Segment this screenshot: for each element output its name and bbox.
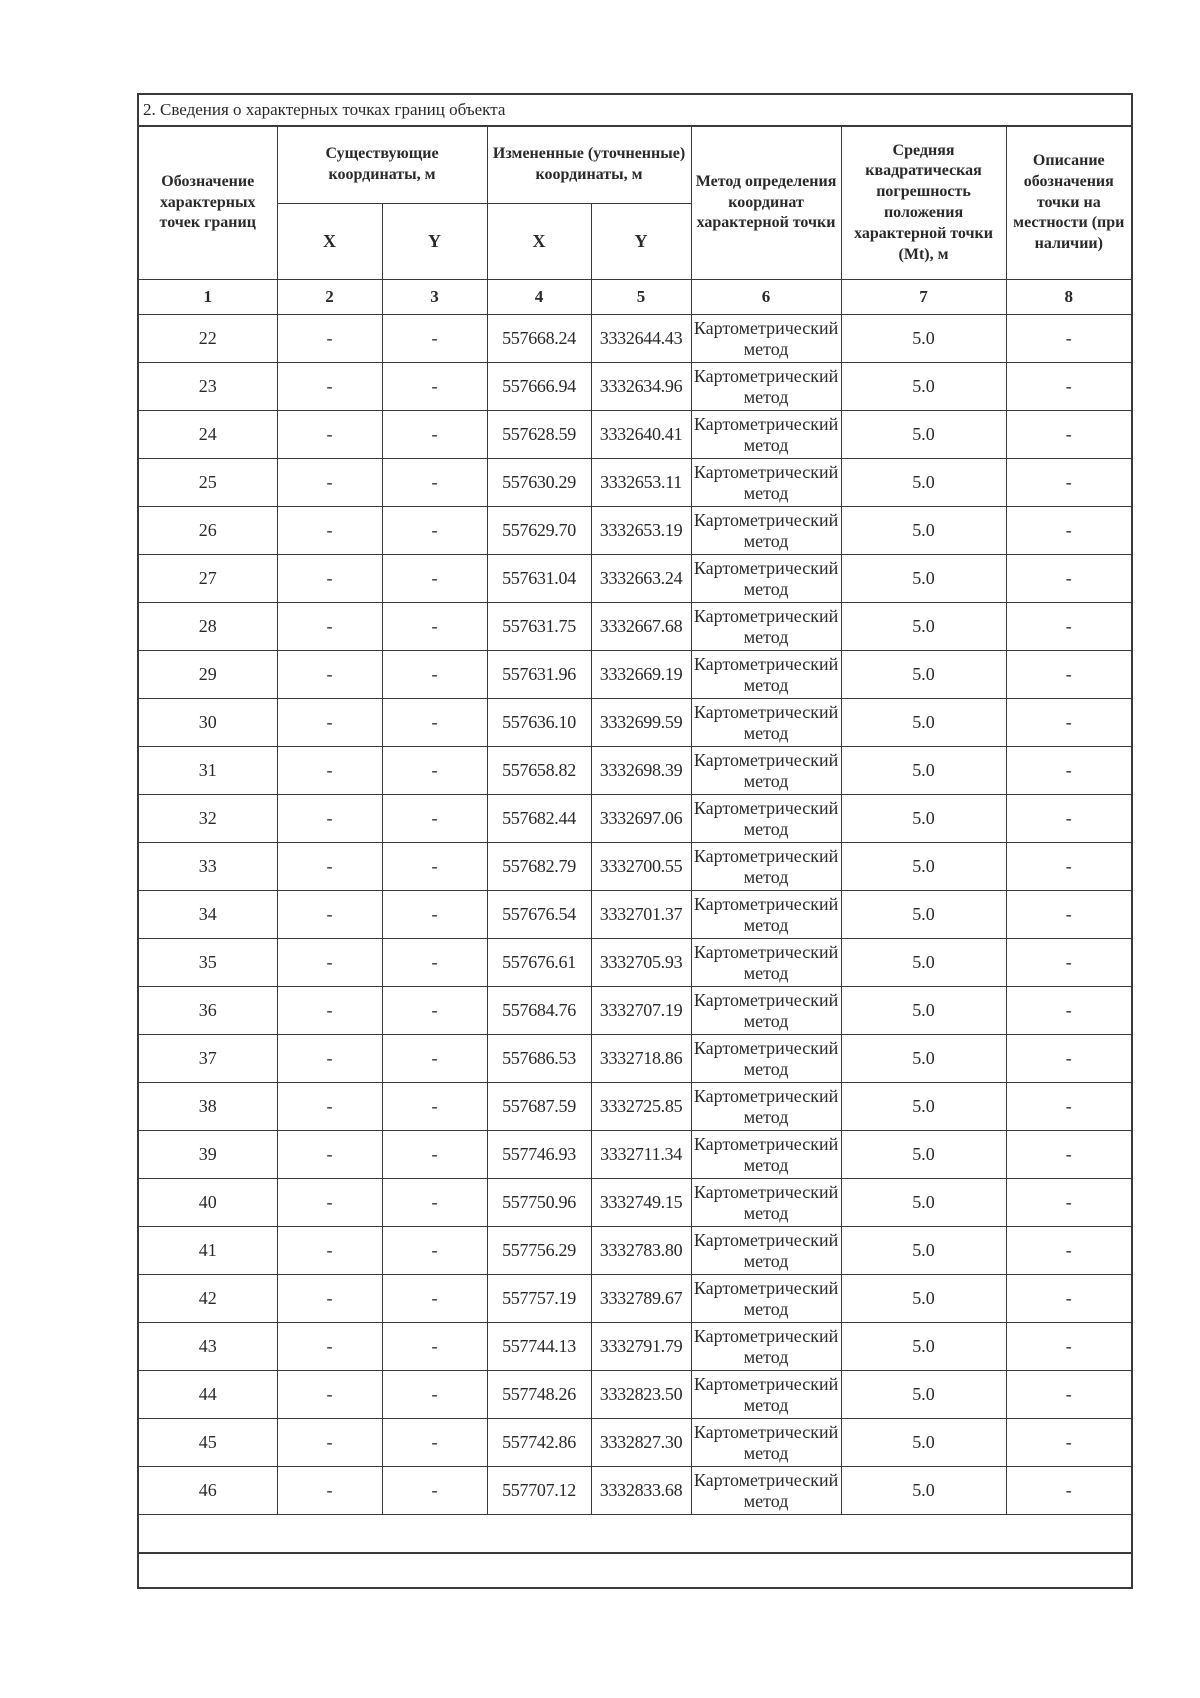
- cell-x: 557742.86: [487, 1419, 591, 1467]
- cell-existing-x: -: [277, 555, 382, 603]
- cell-mean-error: 5.0: [841, 1179, 1006, 1227]
- cell-description: -: [1006, 699, 1131, 747]
- cell-mean-error: 5.0: [841, 795, 1006, 843]
- cell-existing-x: -: [277, 1131, 382, 1179]
- cell-method: Картометрический метод: [691, 651, 841, 699]
- cell-x: 557628.59: [487, 411, 591, 459]
- cell-existing-y: -: [382, 795, 487, 843]
- cell-method: Картометрический метод: [691, 1131, 841, 1179]
- cell-existing-y: -: [382, 699, 487, 747]
- table-footer-row: [139, 1552, 1131, 1587]
- column-number: 2: [277, 280, 382, 315]
- cell-x: 557750.96: [487, 1179, 591, 1227]
- cell-mean-error: 5.0: [841, 939, 1006, 987]
- boundary-points-table: [139, 127, 1131, 1515]
- cell-y: 3332718.86: [591, 1035, 691, 1083]
- header-changed-coords: Измененные (уточненные) координаты, м: [487, 127, 691, 204]
- cell-mean-error: 5.0: [841, 459, 1006, 507]
- cell-y: 3332833.68: [591, 1467, 691, 1515]
- cell-mean-error: 5.0: [841, 603, 1006, 651]
- cell-y: 3332663.24: [591, 555, 691, 603]
- cell-method: Картометрический метод: [691, 507, 841, 555]
- cell-existing-y: -: [382, 1083, 487, 1131]
- cell-method: Картометрический метод: [691, 939, 841, 987]
- cell-point: 30: [139, 699, 277, 747]
- cell-existing-y: -: [382, 1035, 487, 1083]
- cell-x: 557686.53: [487, 1035, 591, 1083]
- table-row: [139, 411, 1131, 459]
- cell-y: 3332698.39: [591, 747, 691, 795]
- cell-point: 39: [139, 1131, 277, 1179]
- cell-description: -: [1006, 1179, 1131, 1227]
- cell-method: Картометрический метод: [691, 843, 841, 891]
- cell-existing-y: -: [382, 507, 487, 555]
- cell-existing-x: -: [277, 1323, 382, 1371]
- cell-mean-error: 5.0: [841, 1467, 1006, 1515]
- cell-existing-x: -: [277, 1275, 382, 1323]
- cell-mean-error: 5.0: [841, 507, 1006, 555]
- header-description: Описание обозначения точки на местности (при наличии): [1006, 127, 1131, 280]
- cell-point: 34: [139, 891, 277, 939]
- cell-existing-x: -: [277, 363, 382, 411]
- header-existing-y: Y: [382, 204, 487, 280]
- cell-point: 37: [139, 1035, 277, 1083]
- table-row: [139, 603, 1131, 651]
- table-row: [139, 1131, 1131, 1179]
- cell-point: 24: [139, 411, 277, 459]
- header-mean-error: Средняя квадратическая погрешность положения характерной точки (Mt), м: [841, 127, 1006, 280]
- cell-existing-x: -: [277, 411, 382, 459]
- column-number: 7: [841, 280, 1006, 315]
- table-row: [139, 1275, 1131, 1323]
- cell-point: 27: [139, 555, 277, 603]
- cell-mean-error: 5.0: [841, 1083, 1006, 1131]
- header-designation: Обозначение характерных точек границ: [139, 127, 277, 280]
- cell-method: Картометрический метод: [691, 795, 841, 843]
- cell-method: Картометрический метод: [691, 891, 841, 939]
- table-row: [139, 1083, 1131, 1131]
- cell-method: Картометрический метод: [691, 987, 841, 1035]
- cell-existing-y: -: [382, 603, 487, 651]
- cell-y: 3332789.67: [591, 1275, 691, 1323]
- cell-y: 3332827.30: [591, 1419, 691, 1467]
- cell-y: 3332701.37: [591, 891, 691, 939]
- cell-y: 3332749.15: [591, 1179, 691, 1227]
- document-sheet: [137, 93, 1133, 1589]
- cell-x: 557631.04: [487, 555, 591, 603]
- cell-existing-y: -: [382, 651, 487, 699]
- cell-description: -: [1006, 315, 1131, 363]
- cell-method: Картометрический метод: [691, 1371, 841, 1419]
- cell-method: Картометрический метод: [691, 363, 841, 411]
- column-number: 3: [382, 280, 487, 315]
- cell-existing-x: -: [277, 507, 382, 555]
- cell-description: -: [1006, 411, 1131, 459]
- cell-existing-y: -: [382, 939, 487, 987]
- cell-mean-error: 5.0: [841, 699, 1006, 747]
- cell-method: Картометрический метод: [691, 459, 841, 507]
- cell-description: -: [1006, 603, 1131, 651]
- cell-point: 35: [139, 939, 277, 987]
- cell-y: 3332697.06: [591, 795, 691, 843]
- cell-x: 557756.29: [487, 1227, 591, 1275]
- cell-x: 557631.96: [487, 651, 591, 699]
- table-row: [139, 1371, 1131, 1419]
- cell-x: 557636.10: [487, 699, 591, 747]
- cell-x: 557676.61: [487, 939, 591, 987]
- table-row: [139, 939, 1131, 987]
- cell-description: -: [1006, 1131, 1131, 1179]
- cell-method: Картометрический метод: [691, 1467, 841, 1515]
- cell-method: Картометрический метод: [691, 1179, 841, 1227]
- cell-mean-error: 5.0: [841, 651, 1006, 699]
- cell-existing-y: -: [382, 891, 487, 939]
- header-existing-x: X: [277, 204, 382, 280]
- cell-existing-x: -: [277, 795, 382, 843]
- cell-mean-error: 5.0: [841, 411, 1006, 459]
- cell-mean-error: 5.0: [841, 1275, 1006, 1323]
- cell-description: -: [1006, 939, 1131, 987]
- cell-existing-y: -: [382, 1323, 487, 1371]
- cell-y: 3332707.19: [591, 987, 691, 1035]
- cell-x: 557682.79: [487, 843, 591, 891]
- cell-description: -: [1006, 891, 1131, 939]
- cell-description: -: [1006, 1323, 1131, 1371]
- cell-y: 3332725.85: [591, 1083, 691, 1131]
- cell-x: 557676.54: [487, 891, 591, 939]
- cell-method: Картометрический метод: [691, 1083, 841, 1131]
- header-method: Метод определения координат характерной точки: [691, 127, 841, 280]
- cell-point: 33: [139, 843, 277, 891]
- cell-mean-error: 5.0: [841, 1131, 1006, 1179]
- cell-y: 3332700.55: [591, 843, 691, 891]
- cell-existing-x: -: [277, 1371, 382, 1419]
- cell-existing-x: -: [277, 699, 382, 747]
- cell-description: -: [1006, 363, 1131, 411]
- table-row: [139, 507, 1131, 555]
- cell-y: 3332653.11: [591, 459, 691, 507]
- cell-method: Картометрический метод: [691, 315, 841, 363]
- cell-point: 36: [139, 987, 277, 1035]
- cell-mean-error: 5.0: [841, 1227, 1006, 1275]
- cell-description: -: [1006, 1035, 1131, 1083]
- cell-description: -: [1006, 987, 1131, 1035]
- cell-existing-y: -: [382, 1227, 487, 1275]
- header-row-1: [139, 127, 1131, 204]
- cell-existing-y: -: [382, 315, 487, 363]
- table-row: [139, 555, 1131, 603]
- cell-existing-y: -: [382, 1419, 487, 1467]
- cell-mean-error: 5.0: [841, 1323, 1006, 1371]
- cell-x: 557631.75: [487, 603, 591, 651]
- cell-x: 557757.19: [487, 1275, 591, 1323]
- cell-existing-x: -: [277, 1467, 382, 1515]
- cell-mean-error: 5.0: [841, 987, 1006, 1035]
- cell-existing-x: -: [277, 1227, 382, 1275]
- cell-mean-error: 5.0: [841, 1419, 1006, 1467]
- cell-existing-y: -: [382, 1467, 487, 1515]
- cell-point: 29: [139, 651, 277, 699]
- cell-point: 41: [139, 1227, 277, 1275]
- header-changed-x: X: [487, 204, 591, 280]
- cell-method: Картометрический метод: [691, 1419, 841, 1467]
- table-row: [139, 651, 1131, 699]
- cell-y: 3332667.68: [591, 603, 691, 651]
- cell-mean-error: 5.0: [841, 1035, 1006, 1083]
- cell-x: 557658.82: [487, 747, 591, 795]
- cell-point: 32: [139, 795, 277, 843]
- cell-point: 38: [139, 1083, 277, 1131]
- cell-description: -: [1006, 795, 1131, 843]
- cell-method: Картометрический метод: [691, 747, 841, 795]
- cell-mean-error: 5.0: [841, 891, 1006, 939]
- cell-existing-x: -: [277, 747, 382, 795]
- cell-mean-error: 5.0: [841, 363, 1006, 411]
- cell-existing-x: -: [277, 987, 382, 1035]
- column-number: 1: [139, 280, 277, 315]
- column-number: 5: [591, 280, 691, 315]
- cell-y: 3332644.43: [591, 315, 691, 363]
- column-number-row: [139, 280, 1131, 315]
- cell-y: 3332705.93: [591, 939, 691, 987]
- cell-existing-x: -: [277, 1419, 382, 1467]
- table-row: [139, 315, 1131, 363]
- table-row: [139, 1419, 1131, 1467]
- cell-point: 46: [139, 1467, 277, 1515]
- cell-point: 42: [139, 1275, 277, 1323]
- cell-existing-x: -: [277, 1083, 382, 1131]
- cell-method: Картометрический метод: [691, 1275, 841, 1323]
- cell-description: -: [1006, 555, 1131, 603]
- cell-method: Картометрический метод: [691, 1323, 841, 1371]
- cell-method: Картометрический метод: [691, 699, 841, 747]
- cell-x: 557746.93: [487, 1131, 591, 1179]
- cell-description: -: [1006, 1467, 1131, 1515]
- cell-y: 3332791.79: [591, 1323, 691, 1371]
- cell-existing-y: -: [382, 1131, 487, 1179]
- cell-existing-x: -: [277, 1035, 382, 1083]
- cell-x: 557630.29: [487, 459, 591, 507]
- cell-y: 3332634.96: [591, 363, 691, 411]
- cell-point: 23: [139, 363, 277, 411]
- cell-existing-x: -: [277, 891, 382, 939]
- cell-point: 43: [139, 1323, 277, 1371]
- column-number: 8: [1006, 280, 1131, 315]
- cell-existing-y: -: [382, 843, 487, 891]
- table-row: [139, 843, 1131, 891]
- cell-description: -: [1006, 1275, 1131, 1323]
- cell-description: -: [1006, 1371, 1131, 1419]
- cell-description: -: [1006, 1419, 1131, 1467]
- cell-mean-error: 5.0: [841, 555, 1006, 603]
- cell-y: 3332653.19: [591, 507, 691, 555]
- cell-point: 44: [139, 1371, 277, 1419]
- table-row: [139, 699, 1131, 747]
- cell-x: 557748.26: [487, 1371, 591, 1419]
- table-row: [139, 1179, 1131, 1227]
- cell-y: 3332711.34: [591, 1131, 691, 1179]
- cell-method: Картометрический метод: [691, 1035, 841, 1083]
- cell-y: 3332823.50: [591, 1371, 691, 1419]
- cell-point: 31: [139, 747, 277, 795]
- table-row: [139, 987, 1131, 1035]
- cell-method: Картометрический метод: [691, 411, 841, 459]
- cell-description: -: [1006, 747, 1131, 795]
- cell-point: 45: [139, 1419, 277, 1467]
- cell-mean-error: 5.0: [841, 747, 1006, 795]
- table-row: [139, 1227, 1131, 1275]
- cell-point: 28: [139, 603, 277, 651]
- cell-mean-error: 5.0: [841, 315, 1006, 363]
- cell-x: 557668.24: [487, 315, 591, 363]
- cell-y: 3332669.19: [591, 651, 691, 699]
- cell-existing-x: -: [277, 315, 382, 363]
- cell-description: -: [1006, 507, 1131, 555]
- cell-mean-error: 5.0: [841, 843, 1006, 891]
- cell-y: 3332640.41: [591, 411, 691, 459]
- cell-description: -: [1006, 1227, 1131, 1275]
- cell-description: -: [1006, 651, 1131, 699]
- cell-x: 557629.70: [487, 507, 591, 555]
- cell-existing-x: -: [277, 1179, 382, 1227]
- cell-existing-y: -: [382, 411, 487, 459]
- cell-existing-y: -: [382, 1371, 487, 1419]
- header-existing-coords: Существующие координаты, м: [277, 127, 487, 204]
- cell-x: 557684.76: [487, 987, 591, 1035]
- cell-point: 22: [139, 315, 277, 363]
- column-number: 6: [691, 280, 841, 315]
- cell-point: 25: [139, 459, 277, 507]
- cell-existing-x: -: [277, 603, 382, 651]
- cell-method: Картометрический метод: [691, 603, 841, 651]
- table-row: [139, 363, 1131, 411]
- cell-existing-x: -: [277, 651, 382, 699]
- cell-existing-y: -: [382, 1179, 487, 1227]
- cell-method: Картометрический метод: [691, 1227, 841, 1275]
- cell-existing-y: -: [382, 363, 487, 411]
- cell-method: Картометрический метод: [691, 555, 841, 603]
- cell-x: 557744.13: [487, 1323, 591, 1371]
- table-row: [139, 1323, 1131, 1371]
- cell-x: 557687.59: [487, 1083, 591, 1131]
- cell-existing-y: -: [382, 747, 487, 795]
- cell-existing-x: -: [277, 843, 382, 891]
- cell-x: 557666.94: [487, 363, 591, 411]
- cell-point: 26: [139, 507, 277, 555]
- cell-description: -: [1006, 1083, 1131, 1131]
- cell-existing-y: -: [382, 459, 487, 507]
- section-caption: 2. Сведения о характерных точках границ объекта: [139, 95, 1131, 127]
- table-row: [139, 747, 1131, 795]
- table-row: [139, 1467, 1131, 1515]
- cell-description: -: [1006, 459, 1131, 507]
- cell-mean-error: 5.0: [841, 1371, 1006, 1419]
- cell-existing-x: -: [277, 459, 382, 507]
- cell-existing-y: -: [382, 555, 487, 603]
- header-changed-y: Y: [591, 204, 691, 280]
- cell-existing-y: -: [382, 987, 487, 1035]
- table-row: [139, 1035, 1131, 1083]
- cell-existing-y: -: [382, 1275, 487, 1323]
- table-row: [139, 459, 1131, 507]
- cell-y: 3332699.59: [591, 699, 691, 747]
- cell-x: 557682.44: [487, 795, 591, 843]
- cell-description: -: [1006, 843, 1131, 891]
- table-body: [139, 315, 1131, 1515]
- table-row: [139, 891, 1131, 939]
- table-row: [139, 795, 1131, 843]
- column-number: 4: [487, 280, 591, 315]
- cell-existing-x: -: [277, 939, 382, 987]
- cell-x: 557707.12: [487, 1467, 591, 1515]
- cell-point: 40: [139, 1179, 277, 1227]
- cell-y: 3332783.80: [591, 1227, 691, 1275]
